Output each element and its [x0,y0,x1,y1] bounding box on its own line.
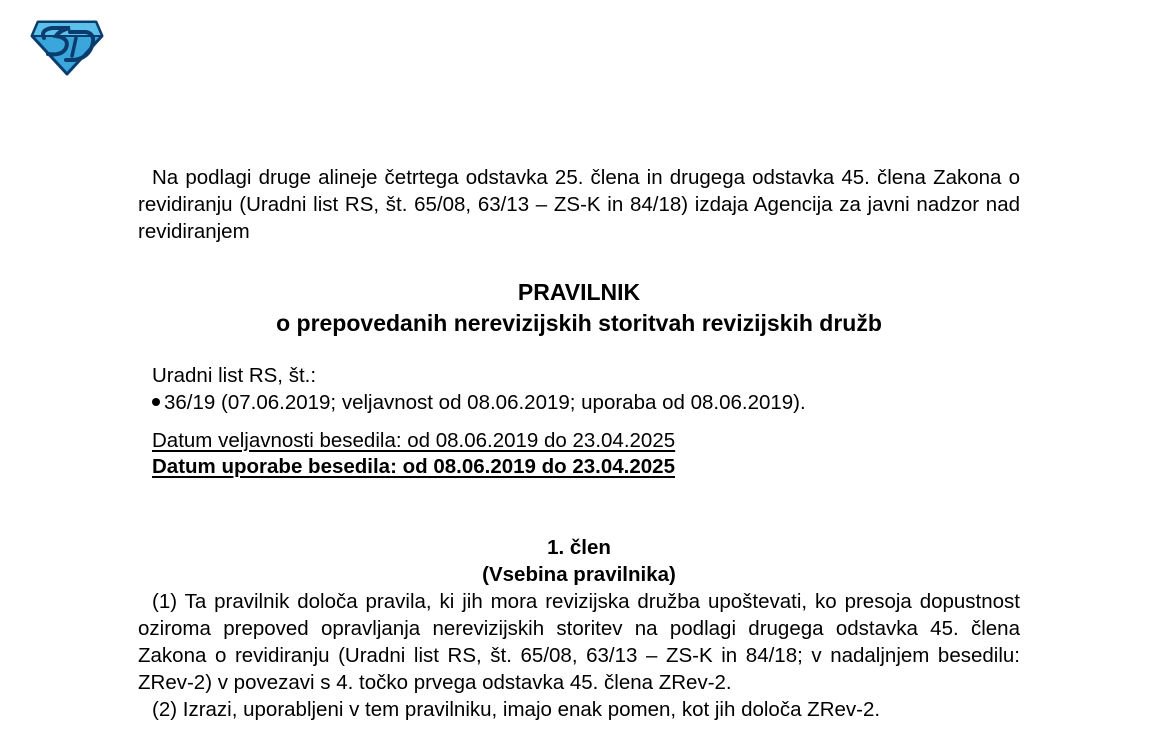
article-number: 1. člen [547,536,611,559]
document-body [138,164,1020,723]
title-subtitle: o prepovedanih nerevizijskih storitvah revizijskih družb [276,310,882,336]
gazette-entry-item [152,389,1020,416]
text-dates [138,428,1020,480]
gazette-info [138,362,1020,416]
title-main: PRAVILNIK [517,279,641,305]
use-date-link[interactable]: Datum uporabe besedila: od 08.06.2019 do 23.04.2025 [152,455,675,478]
document-title [138,277,1020,339]
article-header [138,534,1020,588]
gazette-label: Uradni list RS, št.: [152,364,317,387]
bullet-icon [152,398,160,406]
shield-diamond-logo-icon [30,16,104,78]
article-paragraph-1: (1) Ta pravilnik določa pravila, ki jih mora revizijska družba upoštevati, ko presoja dopustnost oziroma prepoved opravljanja nerevizijskih storitev na podlagi drugega odstavka 45. člena Zakona o revidiranju (Uradni list RS, št. 65/08, 63/13 – ZS-K in 84/18; v nadaljnjem besedilu: ZRev-2) v povezavi s 4. točko prvega odstavka 45. člena ZRev-2. [138,590,1020,694]
preamble: Na podlagi druge alineje četrtega odstavka 25. člena in drugega odstavka 45. člena Zakona o revidiranju (Uradni list RS, št. 65/08, 63/13 – ZS-K in 84/18) izdaja Agencija za javni nadzor nad revidiranjem [138,166,1020,243]
article-heading: (Vsebina pravilnika) [482,563,676,586]
validity-date-link[interactable]: Datum veljavnosti besedila: od 08.06.2019 do 23.04.2025 [152,429,676,452]
article-paragraph-2: (2) Izrazi, uporabljeni v tem pravilniku, imajo enak pomen, kot jih določa ZRev-2. [152,698,881,721]
gazette-entry: 36/19 (07.06.2019; veljavnost od 08.06.2019; uporaba od 08.06.2019). [164,391,806,414]
